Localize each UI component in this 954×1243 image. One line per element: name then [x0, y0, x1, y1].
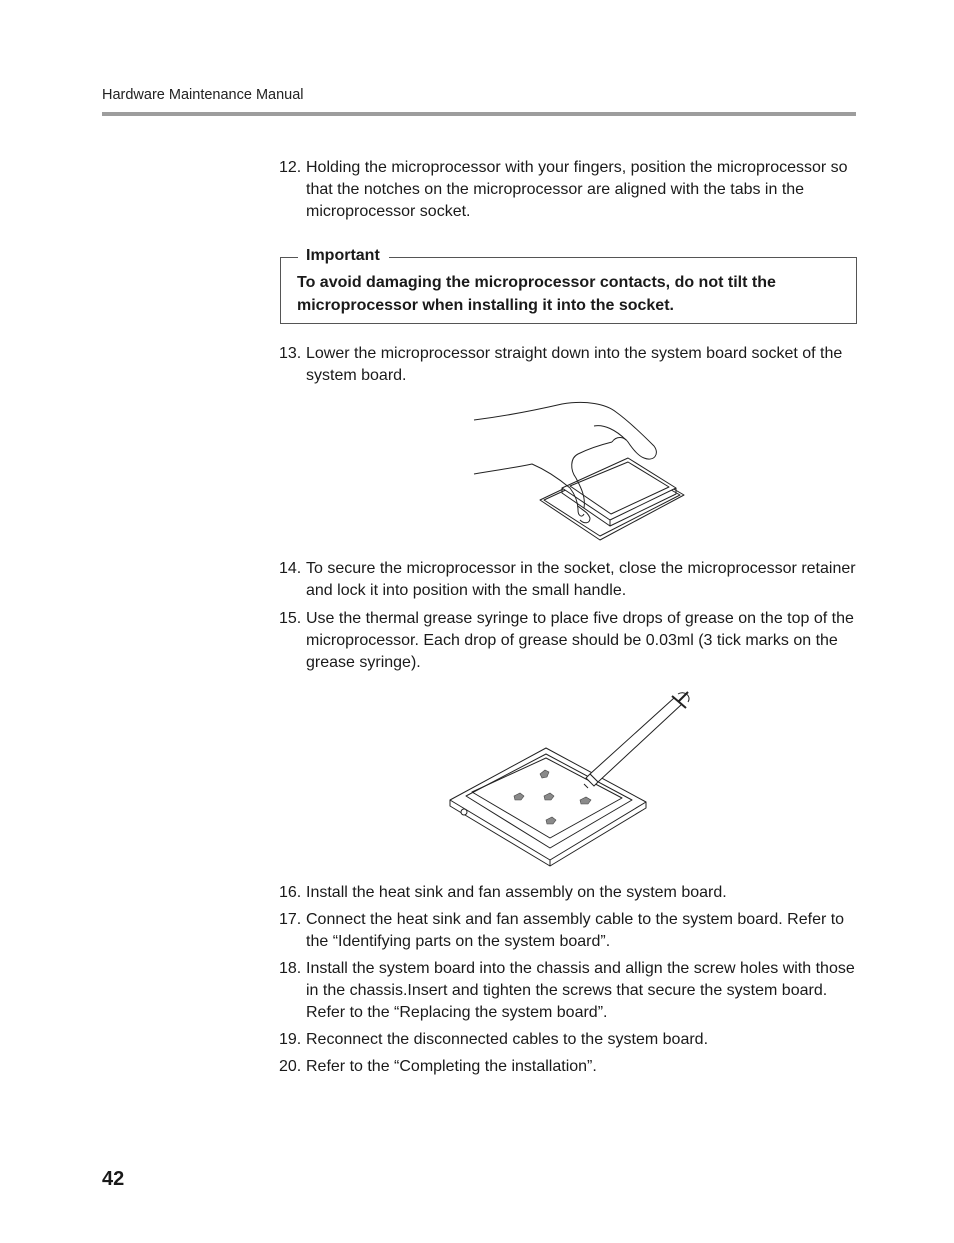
step-number: 20. — [279, 1058, 302, 1075]
important-text: To avoid damaging the microprocessor contacts, do not tilt the microprocessor when installing it into the socket. — [297, 274, 776, 314]
important-label: Important — [298, 245, 389, 267]
step-text: Install the heat sink and fan assembly on the system board. — [306, 884, 727, 901]
step-20 — [279, 1056, 859, 1078]
step-18 — [279, 958, 859, 1025]
step-number: 19. — [279, 1031, 302, 1048]
step-17 — [279, 909, 859, 953]
step-text: Reconnect the disconnected cables to the system board. — [306, 1031, 709, 1048]
step-text: Connect the heat sink and fan assembly cable to the system board. Refer to the “Identifying parts on the system board”. — [306, 911, 845, 951]
step-text: To secure the microprocessor in the socket, close the microprocessor retainer and lock it into position with the small handle. — [306, 560, 856, 600]
step-text: Install the system board into the chassis and allign the screw holes with those in the chassis.Insert and tighten the screws that secure the system board. Refer to the “Replacing the system board”. — [306, 960, 855, 1022]
step-number: 12. — [279, 159, 302, 176]
step-13 — [279, 343, 859, 387]
step-number: 17. — [279, 911, 302, 928]
page-number: 42 — [102, 1168, 125, 1190]
step-text: Use the thermal grease syringe to place five drops of grease on the top of the microprocessor. Each drop of grease should be 0.03ml (3 tick marks on the grease syringe). — [306, 610, 854, 672]
running-header: Hardware Maintenance Manual — [102, 87, 304, 103]
step-text: Lower the microprocessor straight down into the system board socket of the system board. — [306, 345, 843, 385]
step-14 — [279, 558, 859, 602]
step-15 — [279, 608, 859, 675]
step-text: Refer to the “Completing the installation”. — [306, 1058, 597, 1075]
step-16 — [279, 882, 859, 904]
step-19 — [279, 1029, 859, 1051]
step-12 — [279, 157, 859, 224]
step-number: 18. — [279, 960, 302, 977]
step-number: 13. — [279, 345, 302, 362]
microprocessor-insertion-illustration — [466, 400, 692, 548]
header-rule — [102, 112, 856, 116]
step-number: 16. — [279, 884, 302, 901]
step-text: Holding the microprocessor with your fingers, position the microprocessor so that the notches on the microprocessor are aligned with the tabs in the microprocessor socket. — [306, 159, 848, 221]
step-number: 15. — [279, 610, 302, 627]
thermal-grease-illustration — [446, 688, 698, 872]
step-number: 14. — [279, 560, 302, 577]
